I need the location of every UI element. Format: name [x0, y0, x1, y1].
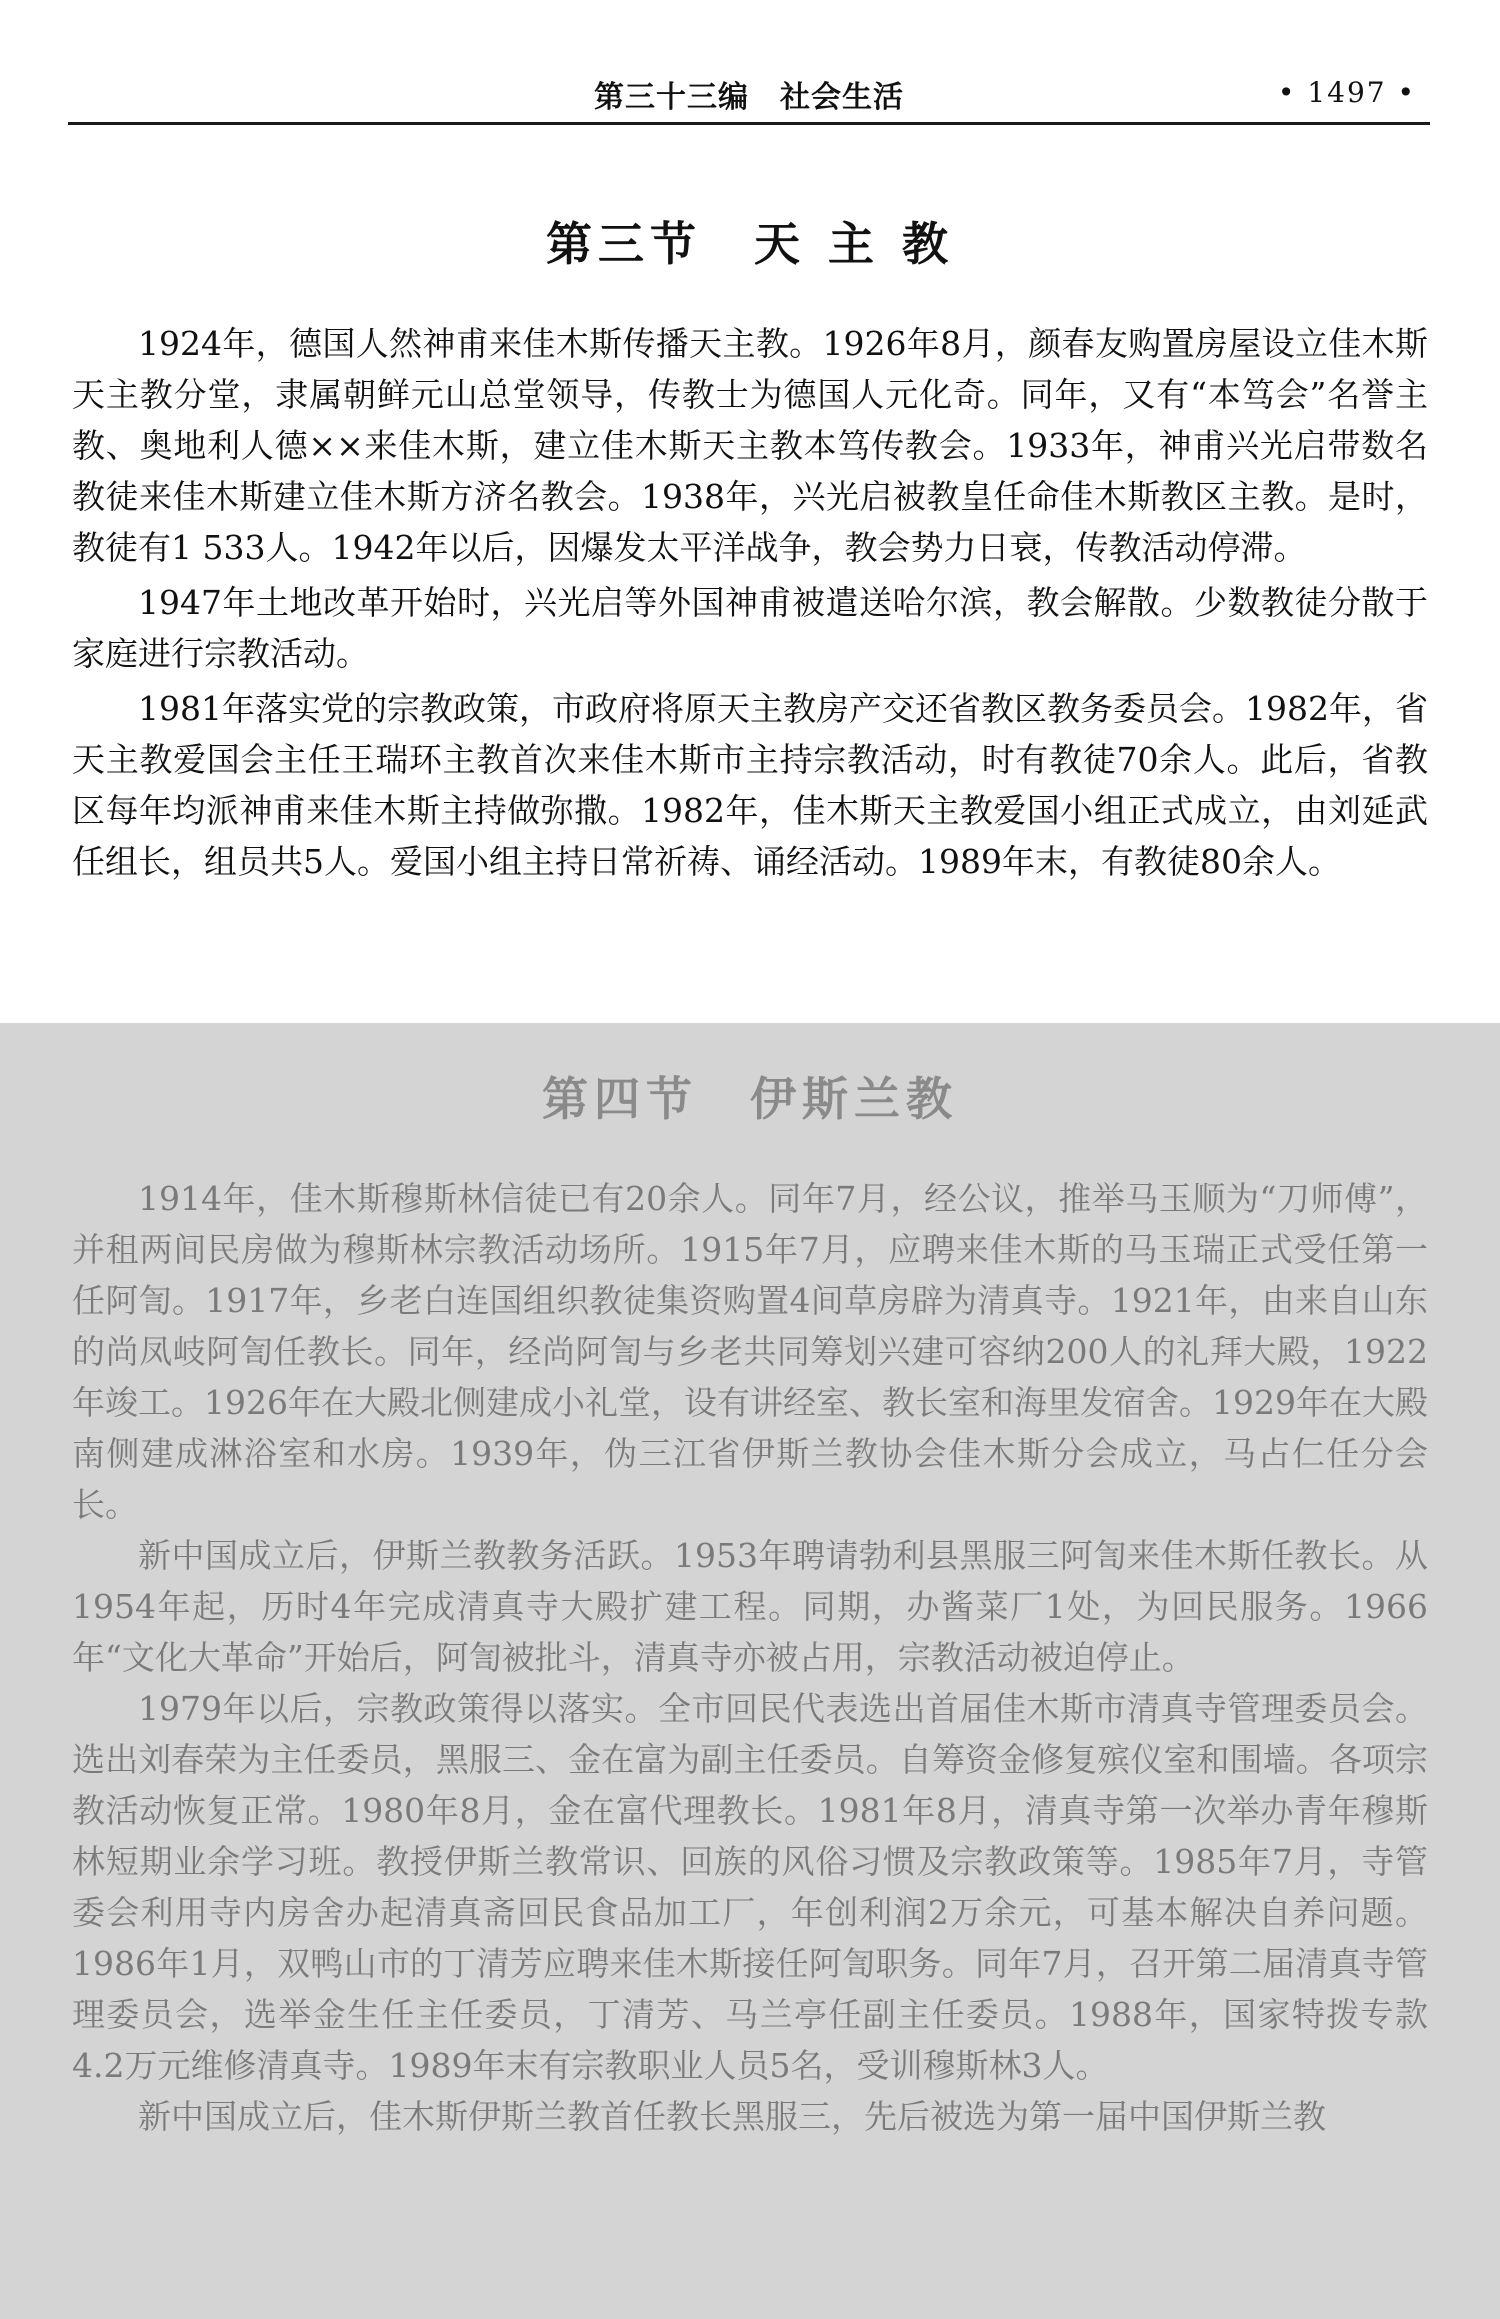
part-title: 第三十三编 社会生活: [594, 80, 904, 115]
section-body-islam: [72, 1173, 1428, 2142]
paragraph: 新中国成立后，伊斯兰教教务活跃。1953年聘请勃利县黑服三阿訇来佳木斯任教长。从1954年起，历时4年完成清真寺大殿扩建工程。同期，办酱菜厂1处，为回民服务。1966年“文化大革命”开始后，阿訇被批斗，清真寺亦被占用，宗教活动被迫停止。: [72, 1536, 1428, 1677]
paragraph: 1947年土地改革开始时，兴光启等外国神甫被遣送哈尔滨，教会解散。少数教徒分散于家庭进行宗教活动。: [72, 583, 1428, 673]
faded-page-region: [0, 1023, 1500, 2319]
paragraph: 1979年以后，宗教政策得以落实。全市回民代表选出首届佳木斯市清真寺管理委员会。选出刘春荣为主任委员，黑服三、金在富为副主任委员。自筹资金修复殡仪室和围墙。各项宗教活动恢复正常。1980年8月，金在富代理教长。1981年8月，清真寺第一次举办青年穆斯林短期业余学习班。教授伊斯兰教常识、回族的风俗习惯及宗教政策等。1985年7月，寺管委会利用寺内房舍办起清真斋回民食品加工厂，年创利润2万余元，可基本解决自养问题。1986年1月，双鸭山市的丁清芳应聘来佳木斯接任阿訇职务。同年7月，召开第二届清真寺管理委员会，选举金生任主任委员，丁清芳、马兰亭任副主任委员。1988年，国家特拨专款4.2万元维修清真寺。1989年末有宗教职业人员5名，受训穆斯林3人。: [72, 1689, 1428, 2085]
section-title-islam: 第四节 伊斯兰教: [542, 1072, 958, 1126]
paragraph: 1914年，佳木斯穆斯林信徒已有20余人。同年7月，经公议，推举马玉顺为“刀师傅”，并租两间民房做为穆斯林宗教活动场所。1915年7月，应聘来佳木斯的马玉瑞正式受任第一任阿訇。1917年，乡老白连国组织教徒集资购置4间草房辟为清真寺。1921年，由来自山东的尚凤岐阿訇任教长。同年，经尚阿訇与乡老共同筹划兴建可容纳200人的礼拜大殿，1922年竣工。1926年在大殿北侧建成小礼堂，设有讲经室、教长室和海里发宿舍。1929年在大殿南侧建成淋浴室和水房。1939年，伪三江省伊斯兰教协会佳木斯分会成立，马占仁任分会长。: [72, 1179, 1428, 1524]
paragraph: 1981年落实党的宗教政策，市政府将原天主教房产交还省教区教务委员会。1982年，省天主教爱国会主任王瑞环主教首次来佳木斯市主持宗教活动，时有教徒70余人。此后，省教区每年均派神甫来佳木斯主持做弥撒。1982年，佳木斯天主教爱国小组正式成立，由刘延武任组长，组员共5人。爱国小组主持日常祈祷、诵经活动。1989年末，有教徒80余人。: [72, 689, 1428, 881]
running-head: [68, 66, 1430, 125]
paragraph: 新中国成立后，佳木斯伊斯兰教首任教长黑服三，先后被选为第一届中国伊斯兰教: [138, 2097, 1326, 2136]
page-number: • 1497 •: [1277, 76, 1416, 109]
paragraph: 1924年，德国人然神甫来佳木斯传播天主教。1926年8月，颜春友购置房屋设立佳木斯天主教分堂，隶属朝鲜元山总堂领导，传教士为德国人元化奇。同年，又有“本笃会”名誉主教、奥地利人德××来佳木斯，建立佳木斯天主教本笃传教会。1933年，神甫兴光启带数名教徒来佳木斯建立佳木斯方济名教会。1938年，兴光启被教皇任命佳木斯教区主教。是时，教徒有1 533人。1942年以后，因爆发太平洋战争，教会势力日衰，传教活动停滞。: [72, 324, 1428, 567]
section-body-catholicism: [72, 318, 1428, 891]
section-title-catholicism: 第三节 天 主 教: [545, 217, 955, 271]
